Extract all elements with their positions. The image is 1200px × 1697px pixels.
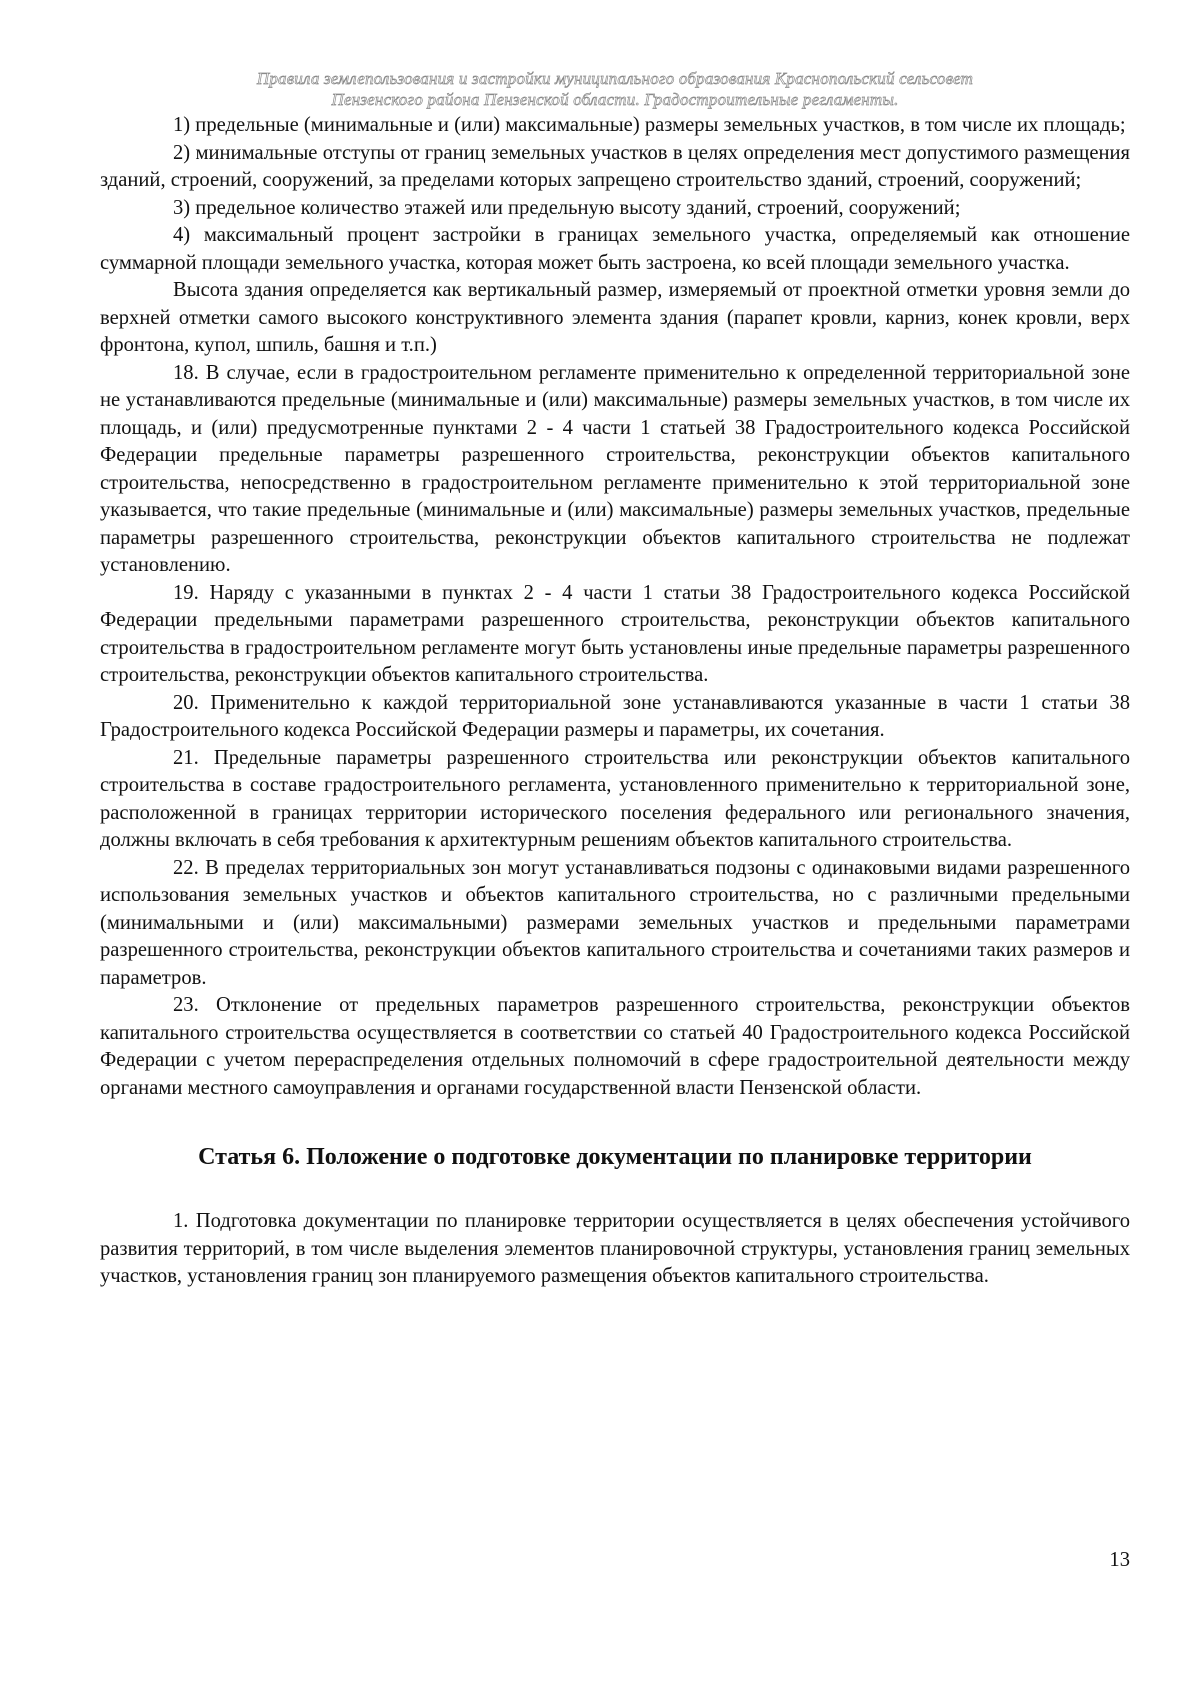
paragraph: 19. Наряду с указанными в пунктах 2 - 4 части 1 статьи 38 Градостроительного кодекса Российской Федерации предельными параметрами разрешенного строительства, реконструкции объектов капитального строительства в градостроительном регламенте могут быть установлены иные предельные параметры разрешенного строительства, реконструкции объектов капитального строительства. (100, 581, 1130, 686)
paragraph: 4) максимальный процент застройки в границах земельного участка, определяемый как отношение суммарной площади земельного участка, которая может быть застроена, ко всей площади земельного участка. (100, 224, 1130, 274)
paragraph: 23. Отклонение от предельных параметров разрешенного строительства, реконструкции объектов капитального строительства осуществляется в соответствии со статьей 40 Градостроительного кодекса Российской Федерации с учетом перераспределения отдельных полномочий в сфере градостроительной деятельности между органами местного самоуправления и органами государственной власти Пензенской области. (100, 994, 1130, 1099)
running-header-line-1: Правила землепользования и застройки муниципального образования Краснопольский сельсовет (256, 69, 974, 88)
section-heading: Статья 6. Положение о подготовке документации по планировке территории (198, 1144, 1032, 1170)
paragraph: 22. В пределах территориальных зон могут устанавливаться подзоны с одинаковыми видами разрешенного использования земельных участков и объектов капитального строительства, но с различными предельными (минимальными и (или) максимальными) размерами земельных участков и предельными параметрами разрешенного строительства, реконструкции объектов капитального строительства и сочетаниями таких размеров и параметров. (100, 856, 1130, 989)
body-text-top (100, 112, 1130, 1102)
paragraph: 1) предельные (минимальные и (или) максимальные) размеры земельных участков, в том числе их площадь; (173, 114, 1126, 136)
running-header-line-2: Пензенского района Пензенской области. Градостроительные регламенты. (331, 90, 899, 109)
paragraph: 20. Применительно к каждой территориальной зоне устанавливаются указанные в части 1 статьи 38 Градостроительного кодекса Российской Федерации размеры и параметры, их сочетания. (100, 691, 1130, 741)
paragraph: 21. Предельные параметры разрешенного строительства или реконструкции объектов капитального строительства в составе градостроительного регламента, установленного применительно к территориальной зоне, расположенной в границах территории исторического поселения федерального или регионального значения, должны включать в себя требования к архитектурным решениям объектов капитального строительства. (100, 746, 1130, 851)
body-text-bottom (100, 1208, 1130, 1291)
page-number: 13 (1109, 1549, 1130, 1571)
document-page (100, 68, 1130, 1291)
paragraph: 2) минимальные отступы от границ земельных участков в целях определения мест допустимого размещения зданий, строений, сооружений, за пределами которых запрещено строительство зданий, строений, сооружений; (100, 141, 1130, 191)
paragraph: 18. В случае, если в градостроительном регламенте применительно к определенной территориальной зоне не устанавливаются предельные (минимальные и (или) максимальные) размеры земельных участков, в том числе их площадь, и (или) предусмотренные пунктами 2 - 4 части 1 статьей 38 Градостроительного кодекса Российской Федерации предельные параметры разрешенного строительства, реконструкции объектов капитального строительства, непосредственно в градостроительном регламенте применительно к этой территориальной зоне указывается, что такие предельные (минимальные и (или) максимальные) размеры земельных участков, предельные параметры разрешенного строительства, реконструкции объектов капитального строительства не подлежат установлению. (100, 361, 1130, 576)
running-header (100, 68, 1130, 110)
paragraph: Высота здания определяется как вертикальный размер, измеряемый от проектной отметки уровня земли до верхней отметки самого высокого конструктивного элемента здания (парапет кровли, карниз, конек кровли, верх фронтона, купол, шпиль, башня и т.п.) (100, 279, 1130, 356)
paragraph: 1. Подготовка документации по планировке территории осуществляется в целях обеспечения устойчивого развития территорий, в том числе выделения элементов планировочной структуры, установления границ земельных участков, установления границ зон планируемого размещения объектов капитального строительства. (100, 1210, 1130, 1287)
paragraph: 3) предельное количество этажей или предельную высоту зданий, строений, сооружений; (173, 196, 961, 219)
